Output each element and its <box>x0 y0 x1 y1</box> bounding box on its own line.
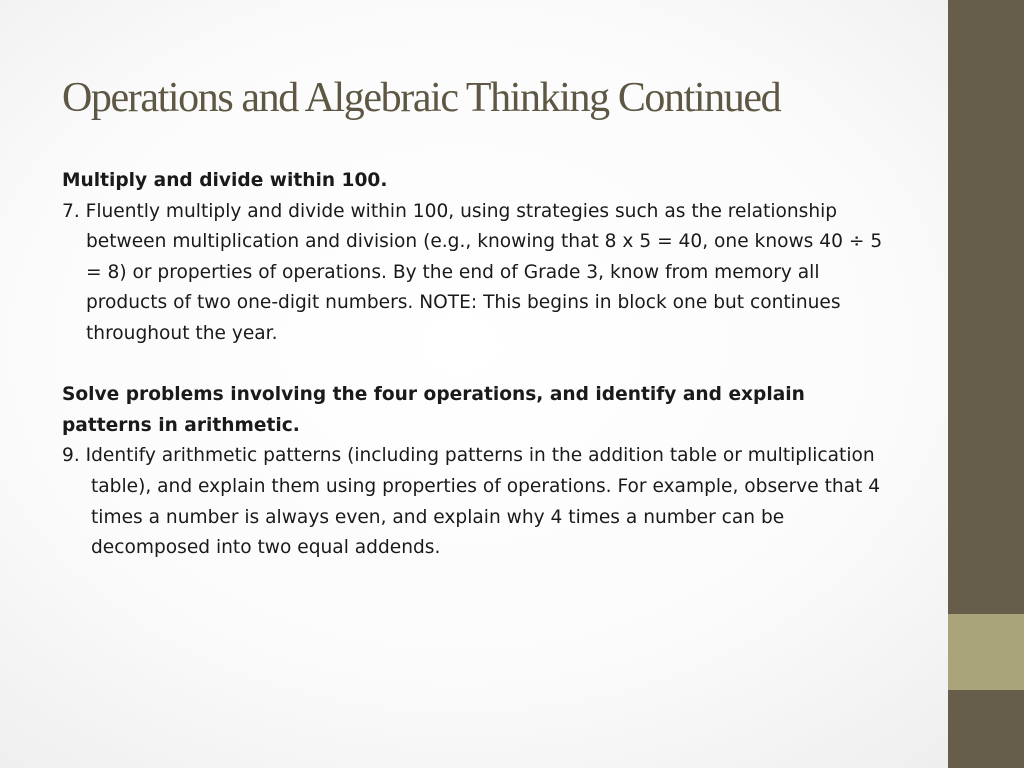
slide-title: Operations and Algebraic Thinking Continued <box>62 75 781 121</box>
sidebar-accent-block <box>948 614 1024 690</box>
section-heading-solve-problems: Solve problems involving the four operations, and identify and explain patterns in arithmetic. <box>62 384 805 436</box>
section-heading-multiply-divide: Multiply and divide within 100. <box>62 170 388 191</box>
standard-item-7: 7. Fluently multiply and divide within 100, using strategies such as the relationship between multiplication and division (e.g., knowing that 8 x 5 = 40, one knows 40 ÷ 5 = 8) or properties of operations. By the end of Grade 3, know from memory all products of two one-digit numbers. NOTE: This begins in block one but continues throughout the year. <box>62 200 883 344</box>
slide-content <box>62 166 892 564</box>
section-spacer <box>62 350 892 381</box>
standard-item-9: 9. Identify arithmetic patterns (including patterns in the addition table or multiplication table), and explain them using properties of operations. For example, observe that 4 times a number is always even, and explain why 4 times a number can be decomposed into two equal addends. <box>62 445 881 559</box>
